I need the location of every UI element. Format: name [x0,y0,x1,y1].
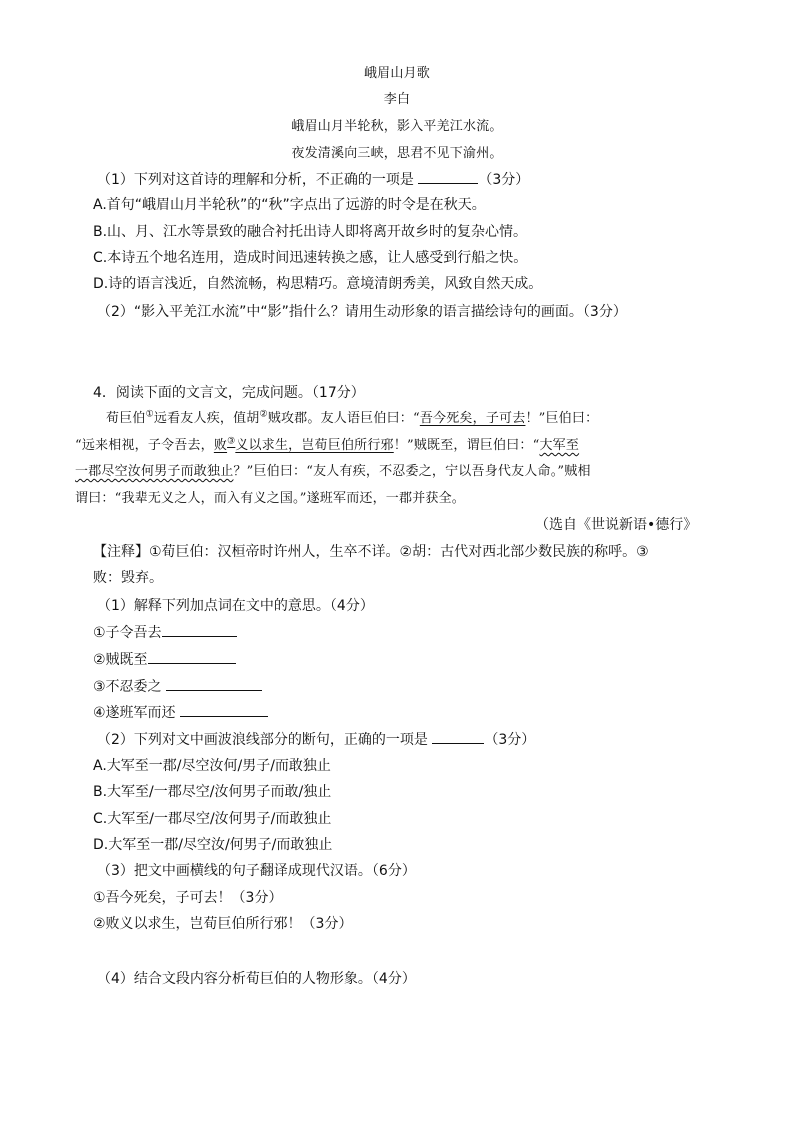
wavy-underlined-sentence: 一郡尽空汝何男子而敢独止 [75,464,234,479]
q4-part2-option-a: A.大军至一郡/尽空汝何/男子/而敢独止 [93,758,331,774]
q4-part2-option-b: B.大军至/一郡尽空/汝何男子而敢/独止 [93,784,332,800]
q4-part3-stem: （3）把文中画横线的句子翻译成现代汉语。（6分） [97,863,416,879]
poem-line-1: 峨眉山月半轮秋，影入平羌江水流。 [291,119,503,134]
item-text: ②贼既至 [93,652,148,668]
wavy-underlined-sentence: 大军至 [539,438,580,453]
item-text: ④遂班军而还 [93,705,176,721]
footnote-mark: ② [259,409,268,420]
q4-part2-score: （3分） [484,732,536,748]
poem-author: 李白 [383,92,411,107]
answer-blank[interactable] [148,649,236,664]
passage-text: ？”巨伯曰：“友人有疾，不忍委之，宁以吾身代友人命。”贼相 [233,464,591,479]
passage-text: 贼攻郡。友人语巨伯曰：“ [267,411,420,426]
passage-line-1 [106,409,598,429]
footnote-mark: ① [145,409,154,420]
q4-part1-item-4 [93,702,268,723]
item-text: ③不忍委之 [93,679,162,695]
q4-part1-item-2 [93,649,236,670]
q4-part3-item-2: ②败义以求生，岂荀巨伯所行邪！（3分） [93,916,353,932]
q4-heading: 4．阅读下面的文言文，完成问题。（17分） [93,385,365,401]
item-text: ①子令吾去 [93,625,162,641]
passage-text: “远来相视，子令吾去， [75,438,214,453]
passage-text: ！”贼既至，谓巨伯曰：“ [393,438,540,453]
q4-part2-option-d: D.大军至一郡/尽空汝/何男子/而敢独止 [93,837,333,853]
passage-text: ！”巨伯曰： [525,411,599,426]
notes-line-2: 败：毁弃。 [93,570,163,586]
passage-text: 远看友人疾，值胡 [153,411,260,426]
underlined-sentence: 败 [213,438,228,453]
q3-part2: （2）“影入平羌江水流”中“影”指什么？请用生动形象的语言描绘诗句的画面。（3分） [97,304,627,320]
q4-part2-text: （2）下列对文中画波浪线部分的断句，正确的一项是 [97,732,428,748]
q4-part2-option-c: C.大军至/一郡尽空/汝何男子/而敢独止 [93,811,332,827]
q3-part1-text: （1）下列对这首诗的理解和分析，不正确的一项是 [97,172,414,188]
passage-text: 荀巨伯 [106,411,146,426]
poem-title: 峨眉山月歌 [363,66,430,81]
q4-part4: （4）结合文段内容分析荀巨伯的人物形象。（4分） [97,971,416,987]
passage-source: （选自《世说新语•德行》 [535,517,698,533]
q3-option-b: B.山、月、江水等景致的融合衬托出诗人即将离开故乡时的复杂心情。 [93,224,528,240]
q4-part3-item-1: ①吾今死矣，子可去！（3分） [93,890,283,906]
answer-blank[interactable] [432,729,484,744]
answer-blank[interactable] [418,169,478,184]
notes-line-1: 【注释】①荀巨伯：汉桓帝时许州人，生卒不详。②胡：古代对西北部少数民族的称呼。③ [93,544,649,560]
underlined-sentence: 义以求生，岂荀巨伯所行邪 [235,438,394,453]
q4-part1-stem: （1）解释下列加点词在文中的意思。（4分） [97,598,374,614]
underlined-sentence: 吾今死矣，子可去 [419,411,526,426]
q3-part1-score: （3分） [478,172,530,188]
answer-blank[interactable] [166,676,262,691]
passage-line-3 [75,462,591,482]
q4-part1-item-3 [93,676,262,697]
q4-part2-stem [97,729,535,750]
q3-option-c: C.本诗五个地名连用，造成时间迅速转换之感，让人感受到行船之快。 [93,250,528,266]
passage-line-2 [75,436,579,456]
answer-blank[interactable] [162,622,237,637]
passage-line-4: 谓曰：“我辈无义之人，而入有义之国。”遂班军而还，一郡并获全。 [75,491,465,506]
q3-option-d: D.诗的语言浅近，自然流畅，构思精巧。意境清朗秀美，风致自然天成。 [93,276,543,292]
q4-part1-item-1 [93,622,237,643]
answer-blank[interactable] [180,702,268,717]
footnote-mark: ③ [227,436,236,447]
poem-line-2: 夜发清溪向三峡，思君不见下渝州。 [291,146,503,161]
q3-part1-stem [97,169,529,190]
q3-option-a: A.首句“峨眉山月半轮秋”的“秋”字点出了远游的时令是在秋天。 [93,197,486,213]
